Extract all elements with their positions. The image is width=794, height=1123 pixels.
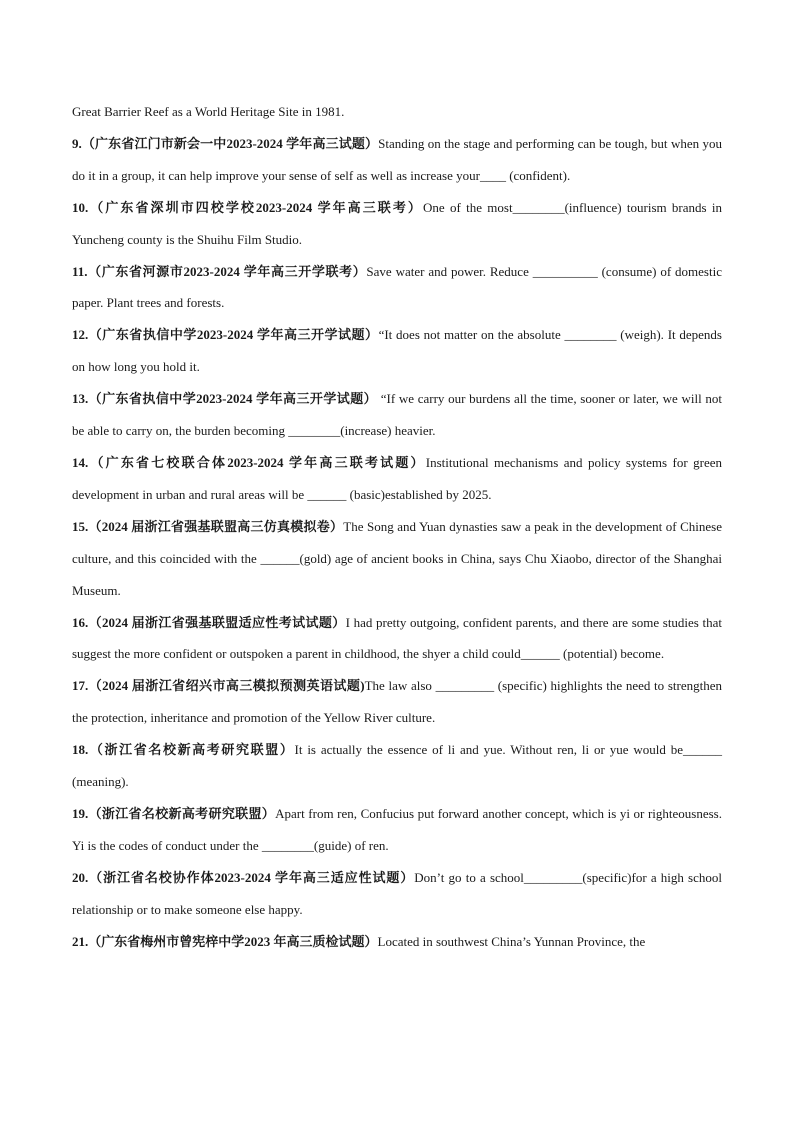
answer-blank[interactable]: ______	[683, 742, 722, 758]
question-source: （浙江省名校协作体2023-2024 学年高三适应性试题）	[88, 869, 415, 885]
question-number: 9.	[72, 135, 82, 151]
question-item	[72, 447, 722, 511]
question-hint: (potential) become.	[559, 646, 665, 662]
question-source: （广东省河源市2023-2024 学年高三开学联考）	[87, 263, 367, 279]
question-hint: (influence) tourism brands in Yuncheng county is the Shuihu Film Studio.	[72, 199, 722, 247]
question-text: “If we carry our burdens all the time, sooner or later, we will not be able to carry on, the burden becoming	[72, 391, 722, 439]
question-text: The law also	[364, 678, 436, 694]
question-source: （广东省执信中学2023-2024 学年高三开学试题）	[88, 327, 379, 343]
question-number: 18.	[72, 742, 89, 758]
question-text: Don’t go to a school	[414, 869, 524, 885]
question-item	[72, 192, 722, 256]
answer-blank[interactable]: ________	[288, 423, 341, 439]
question-text: The Song and Yuan dynasties saw a peak in the development of Chinese culture, and this coincided with the	[72, 518, 722, 566]
question-item	[72, 926, 722, 958]
question-item	[72, 128, 722, 192]
question-hint: (confident).	[505, 167, 571, 183]
question-hint: (increase) heavier.	[340, 423, 436, 439]
question-hint: (guide) of ren.	[313, 837, 389, 853]
question-number: 17.	[72, 678, 89, 694]
question-hint: (specific) highlights the need to strengthen the protection, inheritance and promotion of the Yellow River culture.	[72, 678, 722, 726]
question-number: 11.	[72, 263, 88, 279]
question-number: 20.	[72, 869, 89, 885]
question-number: 19.	[72, 805, 89, 821]
question-item	[72, 319, 722, 383]
question-item	[72, 607, 722, 671]
question-item	[72, 383, 722, 447]
intro-line: Great Barrier Reef as a World Heritage Site in 1981.	[72, 104, 345, 119]
question-hint: (basic)established by 2025.	[346, 486, 492, 502]
question-hint: (consume) of domestic paper. Plant trees and forests.	[72, 263, 722, 311]
question-hint: (weigh). It depends on how long you hold it.	[72, 327, 722, 375]
question-number: 12.	[72, 327, 89, 343]
question-source: （2024 届浙江省强基联盟适应性考试试题）	[88, 614, 346, 630]
question-text: It is actually the essence of li and yue. Without ren, li or yue would be	[294, 742, 683, 758]
answer-blank[interactable]: ______	[520, 646, 560, 662]
question-text: I had pretty outgoing, confident parents, and there are some studies that suggest the more confident or outspoken a parent in childhood, the shyer a child could	[72, 614, 722, 662]
answer-blank[interactable]: _________	[435, 678, 495, 694]
answer-blank[interactable]: ________	[512, 199, 565, 215]
answer-blank[interactable]: ______	[307, 486, 347, 502]
document-page	[72, 96, 722, 957]
question-source: （2024 届浙江省绍兴市高三模拟预测英语试题)	[88, 678, 365, 694]
question-number: 21.	[72, 933, 89, 949]
question-text: “It does not matter on the absolute	[378, 327, 565, 343]
question-text: One of the most	[422, 199, 513, 215]
answer-blank[interactable]: __________	[532, 263, 598, 279]
question-number: 13.	[72, 391, 89, 407]
question-text: Located in southwest China’s Yunnan Province, the	[377, 933, 646, 949]
question-source: （浙江省名校新高考研究联盟）	[88, 805, 276, 821]
answer-blank[interactable]: _________	[523, 869, 583, 885]
question-number: 10.	[72, 199, 89, 215]
question-hint: (gold) age of ancient books in China, says Chu Xiaobo, director of the Shanghai Museum.	[72, 550, 722, 598]
answer-blank[interactable]: ________	[564, 327, 617, 343]
question-text: Institutional mechanisms and policy systems for green development in urban and rural areas will be	[72, 454, 722, 502]
question-source: （广东省七校联合体2023-2024 学年高三联考试题）	[88, 454, 426, 470]
question-source: （广东省执信中学2023-2024 学年高三开学试题）	[88, 391, 378, 407]
question-number: 15.	[72, 518, 89, 534]
question-list	[72, 128, 722, 958]
question-source: （广东省梅州市曾宪梓中学2023 年高三质检试题）	[88, 933, 378, 949]
question-number: 16.	[72, 614, 89, 630]
question-text: Standing on the stage and performing can be tough, but when you do it in a group, it can help improve your sense of self as well as increase your	[72, 135, 722, 183]
question-item	[72, 862, 722, 926]
question-source: （浙江省名校新高考研究联盟）	[88, 742, 295, 758]
question-source: （广东省深圳市四校学校2023-2024 学年高三联考）	[88, 199, 423, 215]
question-text: Save water and power. Reduce	[366, 263, 533, 279]
answer-blank[interactable]: ________	[261, 837, 314, 853]
question-hint: (meaning).	[72, 774, 129, 790]
question-item	[72, 798, 722, 862]
question-item	[72, 256, 722, 320]
question-hint: (specific)for a high school relationship or to make someone else happy.	[72, 869, 722, 917]
question-item	[72, 511, 722, 607]
question-text: Apart from ren, Confucius put forward another concept, which is yi or righteousness. Yi is the codes of conduct under the	[72, 805, 722, 853]
question-source: （2024 届浙江省强基联盟高三仿真模拟卷）	[88, 518, 344, 534]
answer-blank[interactable]: ______	[260, 550, 300, 566]
question-source: （广东省江门市新会一中2023-2024 学年高三试题）	[81, 135, 379, 151]
question-number: 14.	[72, 454, 89, 470]
answer-blank[interactable]: ____	[479, 167, 506, 183]
question-item	[72, 670, 722, 734]
question-item	[72, 734, 722, 798]
